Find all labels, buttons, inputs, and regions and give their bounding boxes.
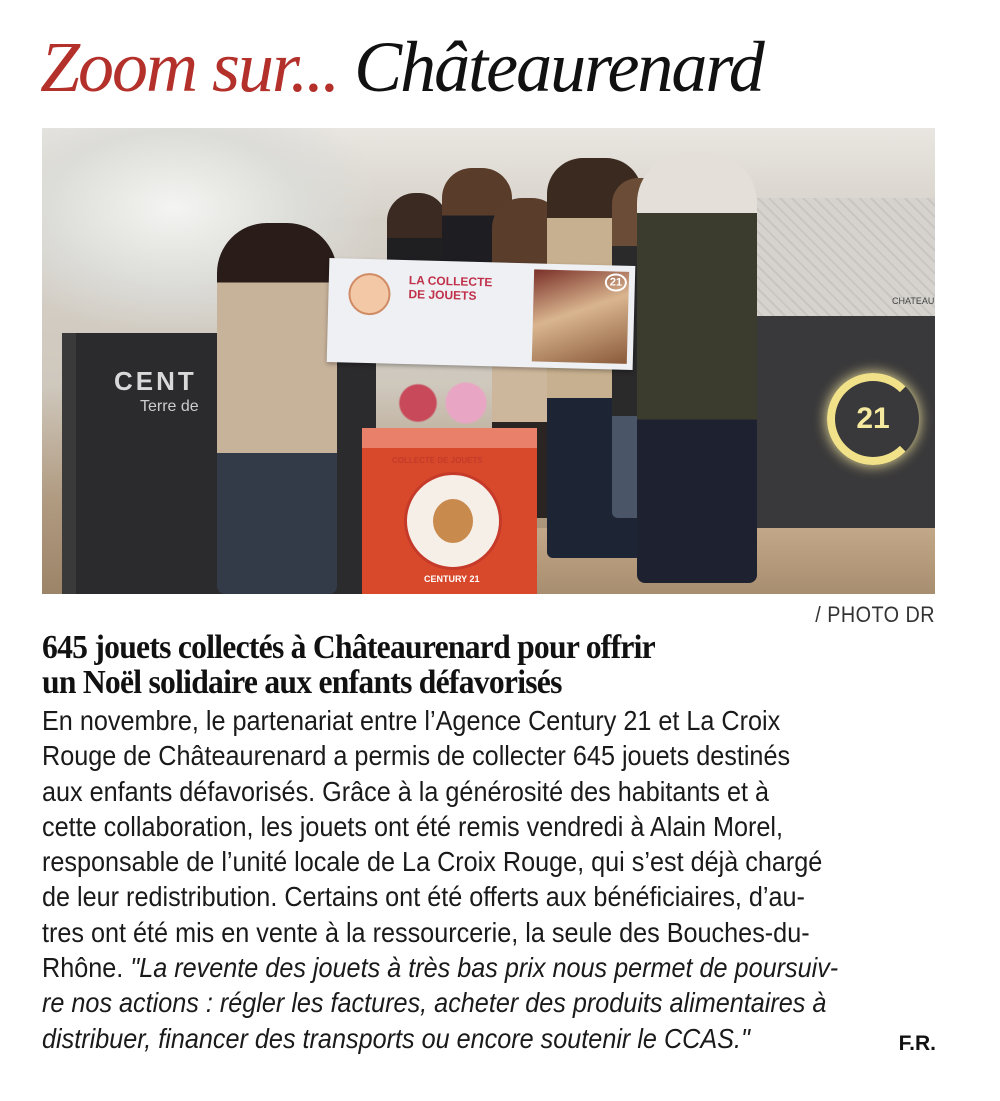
- body-line: Rouge de Châteaurenard a permis de collecter 645 jouets destinés: [42, 740, 791, 772]
- check-title-2: DE JOUETS: [408, 287, 477, 303]
- headline-line: un Noël solidaire aux enfants défavorisés: [42, 664, 562, 701]
- body-line: aux enfants défavorisés. Grâce à la générosité des habitants et à: [42, 775, 770, 807]
- body-line: [42, 985, 940, 1020]
- article-headline: [42, 630, 655, 700]
- box-logo: [404, 472, 502, 570]
- title-prefix: Zoom sur...: [40, 27, 339, 107]
- article-body: [42, 703, 940, 1056]
- wall-sign: CHATEAU: [892, 296, 935, 306]
- body-line: En novembre, le partenariat entre l’Agence Century 21 et La Croix: [42, 705, 781, 736]
- page-title: [40, 22, 763, 112]
- counter-left-subtext: Terre de: [140, 398, 199, 415]
- toy-box: [362, 428, 537, 594]
- body-text: Rhône.: [42, 952, 131, 984]
- body-line: responsable de l’unité locale de La Croix Rouge, qui s’est déjà chargé: [42, 846, 823, 878]
- photo-credit: / PHOTO DR: [815, 602, 935, 627]
- toys: [382, 373, 502, 433]
- check-title-1: LA COLLECTE: [408, 273, 493, 290]
- headline-line: 645 jouets collectés à Châteaurenard pour offrir: [42, 629, 655, 666]
- teddy-bear-icon: [433, 499, 473, 543]
- author-initials: F.R.: [898, 1032, 936, 1055]
- body-line: [42, 1021, 940, 1056]
- check-logo: [348, 273, 391, 316]
- check-c21-logo: 21: [605, 273, 628, 292]
- body-line: [42, 950, 940, 985]
- article-photo: [42, 128, 935, 594]
- quote-text: "La revente des jouets à très bas prix nous permet de poursuiv-: [130, 952, 839, 984]
- body-line: tres ont été mis en vente à la ressourcerie, la seule des Bouches-du-: [42, 916, 810, 948]
- quote-text: distribuer, financer des transports ou encore soutenir le CCAS.": [42, 1022, 750, 1054]
- century21-logo: 21: [827, 373, 919, 465]
- counter-left-text: CENT: [114, 366, 197, 396]
- title-city: Châteaurenard: [354, 27, 763, 107]
- body-line: cette collaboration, les jouets ont été remis vendredi à Alain Morel,: [42, 810, 784, 842]
- quote-text: re nos actions : régler les factures, acheter des produits alimentaires à: [42, 987, 827, 1019]
- box-label: COLLECTE DE JOUETS: [392, 456, 483, 465]
- wall-map: [742, 198, 935, 328]
- box-brand: CENTURY 21: [424, 574, 480, 584]
- giant-check: [327, 258, 636, 370]
- person: [637, 153, 757, 583]
- body-line: de leur redistribution. Certains ont été offerts aux bénéficiaires, d’au-: [42, 881, 805, 913]
- person: [217, 223, 337, 594]
